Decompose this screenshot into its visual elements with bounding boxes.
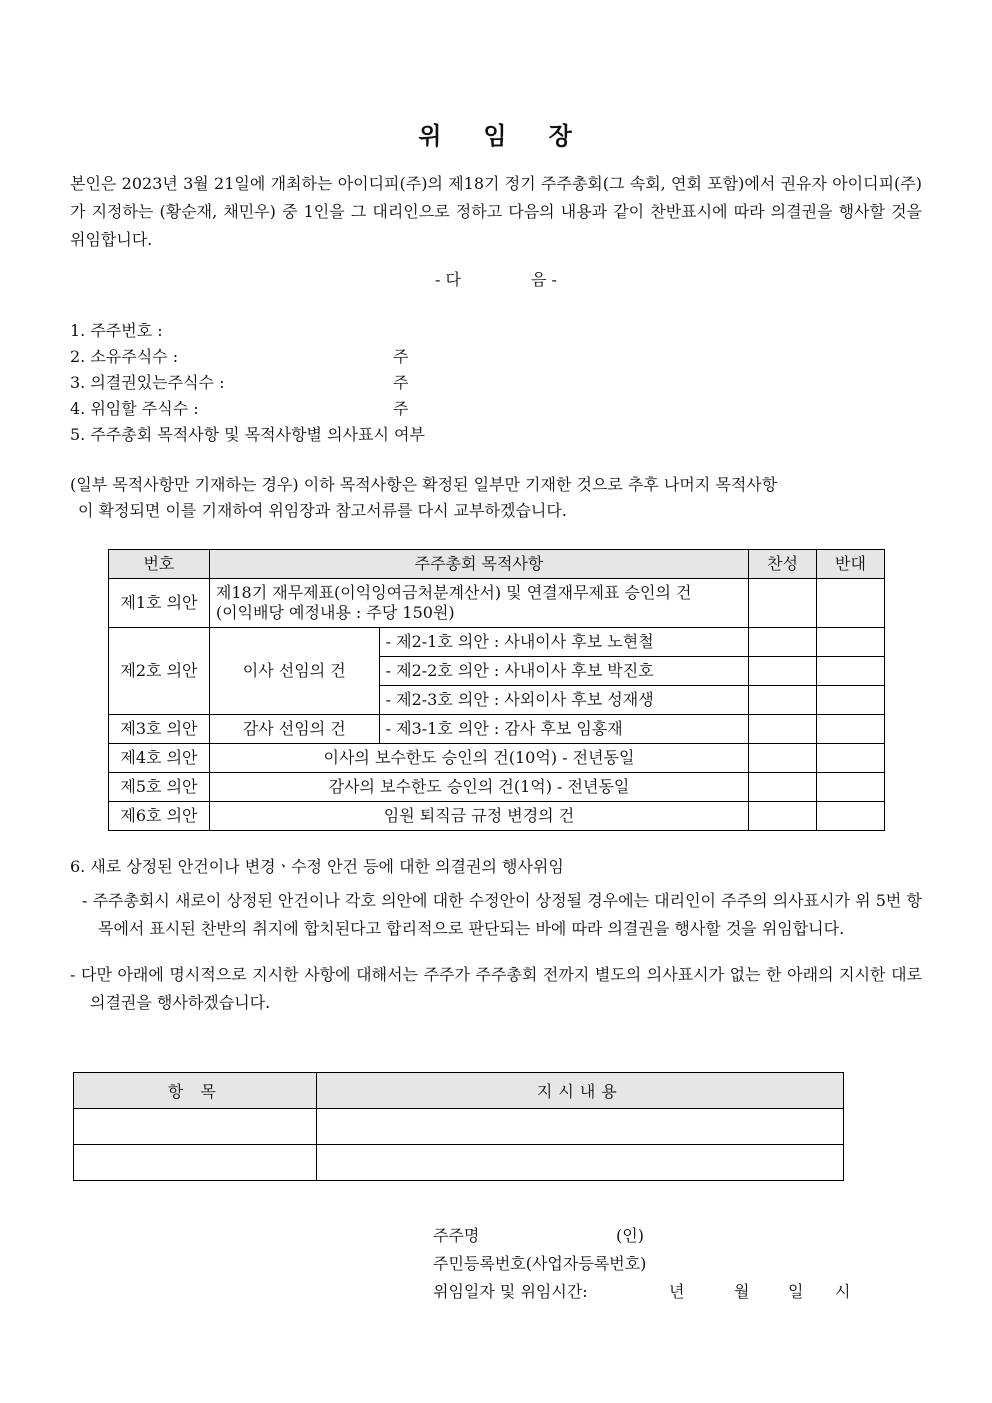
no-cell[interactable] [817, 715, 885, 744]
table-row [74, 1145, 844, 1181]
agenda-matter: 감사 선임의 건 [209, 715, 379, 744]
intro-paragraph: 본인은 2023년 3월 21일에 개최하는 아이디피(주)의 제18기 정기 주주총회(그 속회, 연회 포함)에서 권유자 아이디피(주)가 지정하는 (황순재, 채민우) 중 1인을 그 대리인으로 정하고 다음의 내용과 같이 찬반표시에 따라 의결권을 행사할 것을 위임합니다. [70, 174, 922, 249]
yes-cell[interactable] [749, 686, 817, 715]
list-item [70, 422, 870, 448]
no-cell[interactable] [817, 773, 885, 802]
yes-cell[interactable] [749, 715, 817, 744]
item-label: 2. 소유주식수 : [70, 347, 179, 366]
month-label: 월 [734, 1282, 750, 1301]
header-item: 항 목 [74, 1073, 317, 1109]
note-line-2: 이 확정되면 이를 기재하여 위임장과 참고서류를 다시 교부하겠습니다. [78, 501, 567, 520]
title-char: 위 [418, 121, 444, 150]
yes-cell[interactable] [749, 579, 817, 628]
yes-cell[interactable] [749, 657, 817, 686]
item-label: 1. 주주번호 : [70, 321, 163, 340]
header-yes: 찬성 [749, 550, 817, 579]
date-label: 위임일자 및 위임시간: [433, 1282, 588, 1301]
registration-row [433, 1250, 646, 1278]
agenda-sub: - 제3-1호 의안 : 감사 후보 임홍재 [379, 715, 748, 744]
document-title [0, 116, 992, 151]
item-unit: 주 [393, 347, 409, 366]
agenda-matter: 감사의 보수한도 승인의 건(1억) - 전년동일 [209, 773, 748, 802]
agenda-no: 제4호 의안 [109, 744, 210, 773]
agenda-table [108, 549, 885, 831]
agenda-sub: - 제2-2호 의안 : 사내이사 후보 박진호 [379, 657, 748, 686]
section-6-dash [70, 961, 922, 1017]
agenda-matter: 이사의 보수한도 승인의 건(10억) - 전년동일 [209, 744, 748, 773]
table-row [109, 628, 885, 657]
year-label: 년 [669, 1282, 685, 1301]
agenda-no: 제1호 의안 [109, 579, 210, 628]
item-list [70, 318, 870, 448]
da-eum-heading [0, 267, 992, 290]
instr-item-cell[interactable] [74, 1109, 317, 1145]
da-eum-right: 음 - [531, 270, 557, 289]
title-char: 임 [483, 121, 509, 150]
item-unit: 주 [393, 373, 409, 392]
title-char: 장 [548, 121, 574, 150]
table-row [109, 744, 885, 773]
seal-mark: (인) [616, 1226, 644, 1245]
table-row [109, 773, 885, 802]
shareholder-name-label: 주주명 [433, 1226, 480, 1245]
table-row [74, 1109, 844, 1145]
list-item [70, 318, 870, 344]
header-no: 번호 [109, 550, 210, 579]
agenda-sub: - 제2-1호 의안 : 사내이사 후보 노현철 [379, 628, 748, 657]
agenda-no: 제5호 의안 [109, 773, 210, 802]
agenda-matter: 이사 선임의 건 [209, 628, 379, 715]
no-cell[interactable] [817, 657, 885, 686]
dash-text: - 다만 아래에 명시적으로 지시한 사항에 대해서는 주주가 주주총회 전까지 별도의 의사표시가 없는 한 아래의 지시한 대로 의결권을 행사하겠습니다. [70, 965, 922, 1012]
agenda-matter-line: 제18기 재무제표(이익잉여금처분계산서) 및 연결재무제표 승인의 건 [215, 583, 692, 602]
hour-label: 시 [835, 1282, 851, 1301]
table-header-row [74, 1073, 844, 1109]
list-item [70, 370, 870, 396]
agenda-sub: - 제2-3호 의안 : 사외이사 후보 성재생 [379, 686, 748, 715]
list-item [70, 344, 870, 370]
header-no-vote: 반대 [817, 550, 885, 579]
instruction-table [73, 1072, 844, 1181]
item-label: 5. 주주총회 목적사항 및 목적사항별 의사표시 여부 [70, 425, 425, 444]
table-row [109, 579, 885, 628]
signature-block [433, 1222, 851, 1306]
list-item [70, 396, 870, 422]
partial-note [70, 472, 922, 524]
item-unit: 주 [393, 399, 409, 418]
da-eum-left: - 다 [435, 270, 461, 289]
instr-content-cell[interactable] [316, 1109, 843, 1145]
no-cell[interactable] [817, 686, 885, 715]
instr-item-cell[interactable] [74, 1145, 317, 1181]
agenda-no: 제2호 의안 [109, 628, 210, 715]
yes-cell[interactable] [749, 628, 817, 657]
section-6-title: 6. 새로 상정된 안건이나 변경ㆍ수정 안건 등에 대한 의결권의 행사위임 [70, 857, 564, 876]
table-header-row [109, 550, 885, 579]
yes-cell[interactable] [749, 744, 817, 773]
agenda-matter [209, 579, 748, 628]
shareholder-name-row [433, 1222, 646, 1250]
bullet-text: - 주주총회시 새로이 상정된 안건이나 각호 의안에 대한 수정안이 상정될 경우에는 대리인이 주주의 의사표시가 위 5번 항목에서 표시된 찬반의 취지에 합치된다고 합리적으로 판단되는 바에 따라 의결권을 행사할 것을 위임합니다. [82, 891, 922, 938]
instr-content-cell[interactable] [316, 1145, 843, 1181]
no-cell[interactable] [817, 579, 885, 628]
header-instruction: 지시내용 [316, 1073, 843, 1109]
note-line-1: (일부 목적사항만 기재하는 경우) 이하 목적사항은 확정된 일부만 기재한 것으로 추후 나머지 목적사항 [70, 475, 778, 494]
item-label: 4. 위임할 주식수 : [70, 399, 199, 418]
item-label: 3. 의결권있는주식수 : [70, 373, 225, 392]
yes-cell[interactable] [749, 773, 817, 802]
table-row [109, 715, 885, 744]
no-cell[interactable] [817, 744, 885, 773]
section-6-bullet [70, 887, 922, 943]
agenda-no: 제6호 의안 [109, 802, 210, 831]
no-cell[interactable] [817, 802, 885, 831]
header-matter: 주주총회 목적사항 [209, 550, 748, 579]
yes-cell[interactable] [749, 802, 817, 831]
agenda-matter: 임원 퇴직금 규정 변경의 건 [209, 802, 748, 831]
registration-label: 주민등록번호(사업자등록번호) [433, 1254, 647, 1273]
no-cell[interactable] [817, 628, 885, 657]
date-row [433, 1278, 851, 1306]
agenda-no: 제3호 의안 [109, 715, 210, 744]
section-6 [70, 853, 922, 1017]
agenda-matter-line: (이익배당 예정내용 : 주당 150원) [215, 603, 455, 622]
day-label: 일 [788, 1282, 804, 1301]
table-row [109, 802, 885, 831]
